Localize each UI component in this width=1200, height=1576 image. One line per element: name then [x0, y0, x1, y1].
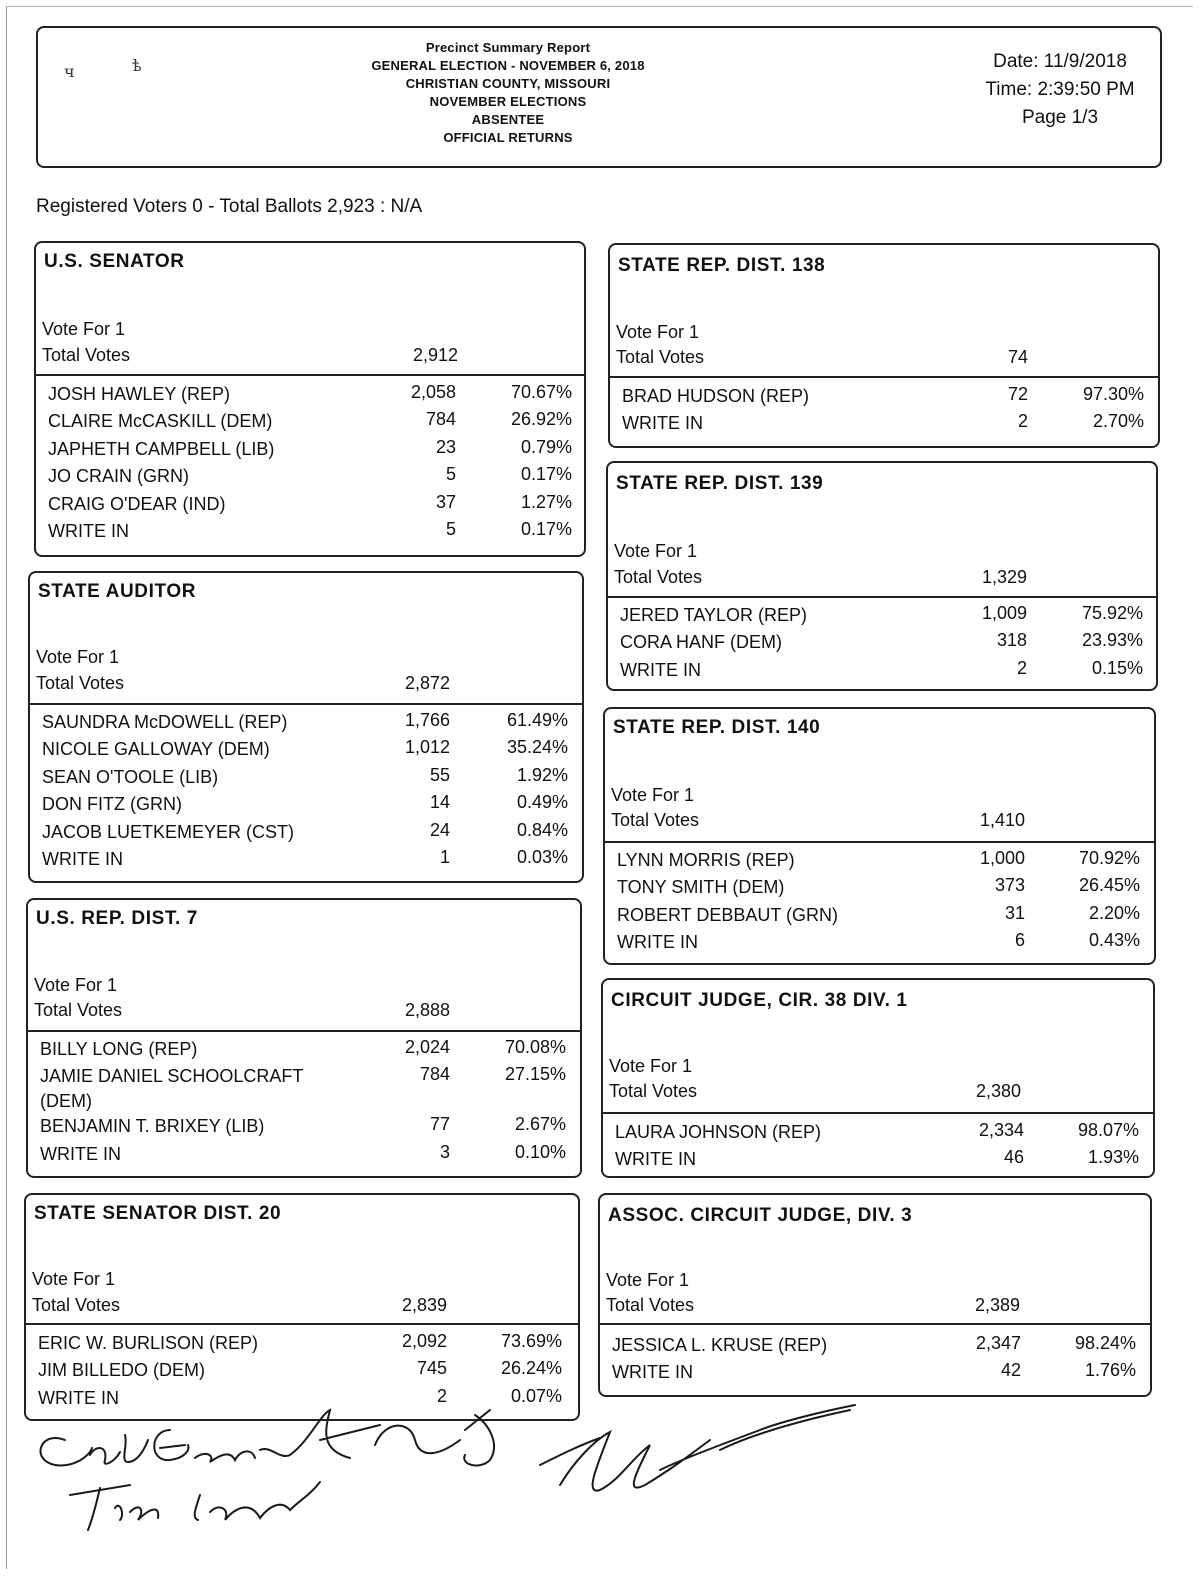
- candidate-percent: 0.10%: [514, 1141, 566, 1162]
- candidate-votes: 2: [436, 1385, 447, 1406]
- candidate-name: WRITE IN: [622, 413, 703, 434]
- contest-state-rep-dist-138: [608, 243, 1160, 448]
- candidate-percent: 1.76%: [1084, 1360, 1136, 1381]
- contest-title: STATE REP. DIST. 139: [616, 473, 824, 494]
- divider: [603, 1112, 1153, 1114]
- candidate-name: BILLY LONG (REP): [40, 1039, 198, 1059]
- candidate-name: WRITE IN: [615, 1149, 696, 1170]
- candidate-list: [36, 382, 584, 546]
- candidate-list: [600, 1333, 1150, 1388]
- candidate-row: [605, 903, 1154, 930]
- candidate-votes: 2,092: [401, 1331, 447, 1351]
- candidate-votes: 784: [425, 409, 456, 430]
- contest-title: STATE REP. DIST. 138: [618, 255, 826, 276]
- total-votes-value: 1,329: [981, 567, 1027, 587]
- signature-1: [41, 1410, 495, 1465]
- candidate-percent: 0.15%: [1091, 657, 1143, 678]
- vote-for-label: Vote For 1: [36, 647, 120, 667]
- candidate-row: [26, 1358, 578, 1385]
- divider: [30, 703, 582, 705]
- candidate-votes: 1,766: [404, 710, 450, 730]
- report-meta: [970, 48, 1150, 132]
- candidate-name: JESSICA L. KRUSE (REP): [612, 1335, 828, 1355]
- candidate-name: WRITE IN: [617, 932, 698, 953]
- total-votes-value: 74: [1007, 347, 1028, 367]
- candidate-row: [28, 1114, 580, 1141]
- candidate-votes: 2,024: [404, 1037, 450, 1057]
- candidate-percent: 1.92%: [516, 764, 568, 785]
- contest-state-senator-dist-20: [24, 1193, 580, 1421]
- candidate-list: [608, 603, 1156, 685]
- election-name: GENERAL ELECTION - NOVEMBER 6, 2018: [371, 58, 645, 73]
- contest-title: STATE AUDITOR: [38, 581, 197, 602]
- candidate-percent: 0.07%: [510, 1385, 562, 1406]
- candidate-percent: 27.15%: [504, 1064, 566, 1085]
- candidate-row: [30, 765, 582, 792]
- contest-assoc-circuit-judge-div-3: [598, 1193, 1152, 1397]
- candidate-name: BRAD HUDSON (REP): [622, 386, 810, 406]
- candidate-row: [605, 848, 1154, 875]
- contest-state-auditor: [28, 571, 584, 883]
- candidate-votes: 46: [1003, 1147, 1024, 1168]
- candidate-votes: 6: [1014, 930, 1025, 951]
- ballot-type: ABSENTEE: [471, 112, 545, 127]
- candidate-percent: 70.92%: [1078, 848, 1140, 868]
- contest-state-rep-dist-140: [603, 707, 1156, 965]
- candidate-row: [30, 792, 582, 819]
- contest-title: U.S. SENATOR: [44, 251, 185, 272]
- total-votes-label: Total Votes: [606, 1295, 695, 1315]
- candidate-votes: 1,012: [404, 737, 450, 758]
- candidate-votes: 373: [994, 875, 1025, 896]
- candidate-row: [600, 1360, 1150, 1387]
- candidate-percent: 1.93%: [1087, 1147, 1139, 1168]
- total-votes-value: 2,912: [412, 345, 458, 365]
- total-votes-label: Total Votes: [34, 1000, 123, 1020]
- candidate-row: [26, 1331, 578, 1358]
- vote-for-label: Vote For 1: [614, 541, 698, 561]
- candidate-row: [28, 1142, 580, 1169]
- candidate-percent: 0.49%: [516, 792, 568, 813]
- vote-for-label: Vote For 1: [32, 1269, 116, 1289]
- candidate-votes: 24: [429, 819, 450, 840]
- report-time: Time: 2:39:50 PM: [985, 79, 1135, 100]
- candidate-votes: 2,334: [978, 1120, 1024, 1140]
- county-name: CHRISTIAN COUNTY, MISSOURI: [405, 76, 611, 91]
- candidate-votes: 784: [419, 1064, 450, 1085]
- total-votes-label: Total Votes: [32, 1295, 121, 1315]
- candidate-row: [30, 710, 582, 737]
- total-votes-label: Total Votes: [611, 810, 700, 830]
- candidate-name: SAUNDRA McDOWELL (REP): [42, 712, 288, 732]
- candidate-percent: 35.24%: [506, 737, 568, 758]
- divider: [36, 374, 584, 376]
- candidate-row: [603, 1120, 1153, 1147]
- candidate-row: [36, 492, 584, 519]
- contest-title: CIRCUIT JUDGE, CIR. 38 DIV. 1: [611, 990, 908, 1011]
- candidate-row: [30, 820, 582, 847]
- candidate-percent: 2.67%: [514, 1114, 566, 1135]
- candidate-row: [610, 384, 1158, 411]
- candidate-percent: 75.92%: [1081, 603, 1143, 623]
- divider: [600, 1323, 1150, 1325]
- candidate-row: [605, 930, 1154, 957]
- contest-title: ASSOC. CIRCUIT JUDGE, DIV. 3: [608, 1205, 913, 1226]
- candidate-row: [28, 1064, 580, 1114]
- candidate-name: LAURA JOHNSON (REP): [615, 1122, 822, 1142]
- ballot-summary: Registered Voters 0 - Total Ballots 2,923 : N/A: [36, 196, 423, 217]
- contest-title: STATE SENATOR DIST. 20: [34, 1203, 282, 1224]
- contest-title: U.S. REP. DIST. 7: [36, 908, 198, 929]
- candidate-row: [36, 382, 584, 409]
- candidate-row: [36, 464, 584, 491]
- report-title-block: [338, 39, 678, 147]
- candidate-name: CRAIG O'DEAR (IND): [48, 493, 226, 514]
- candidate-votes: 1: [439, 846, 450, 867]
- election-group: NOVEMBER ELECTIONS: [429, 94, 587, 109]
- candidate-name: LYNN MORRIS (REP): [617, 850, 795, 870]
- candidate-percent: 70.67%: [510, 382, 572, 402]
- candidate-name: ROBERT DEBBAUT (GRN): [617, 904, 839, 925]
- vote-for-label: Vote For 1: [606, 1270, 690, 1290]
- page-number: Page 1/3: [1021, 107, 1099, 128]
- candidate-list: [603, 1120, 1153, 1175]
- candidate-votes: 2: [1016, 657, 1027, 678]
- handwritten-mark: ѣ: [132, 56, 142, 75]
- candidate-percent: 98.24%: [1074, 1333, 1136, 1353]
- candidate-percent: 26.45%: [1078, 875, 1140, 896]
- total-votes-value: 2,839: [401, 1295, 447, 1315]
- candidate-row: [36, 437, 584, 464]
- contest-circuit-judge-cir-38-div-1: [601, 978, 1155, 1178]
- candidate-row: [610, 411, 1158, 438]
- candidate-name: SEAN O'TOOLE (LIB): [42, 766, 219, 787]
- total-votes-value: 2,380: [975, 1081, 1021, 1101]
- candidate-percent: 2.70%: [1092, 411, 1144, 432]
- returns-status: OFFICIAL RETURNS: [443, 130, 573, 145]
- divider: [608, 596, 1156, 598]
- candidate-percent: 61.49%: [506, 710, 568, 730]
- candidate-percent: 0.79%: [520, 436, 572, 457]
- official-signatures: [20, 1400, 920, 1570]
- candidate-name: CORA HANF (DEM): [620, 632, 782, 653]
- candidate-name: NICOLE GALLOWAY (DEM): [42, 739, 270, 760]
- candidate-percent: 0.17%: [520, 518, 572, 539]
- candidate-percent: 97.30%: [1082, 384, 1144, 404]
- candidate-votes: 1,009: [981, 603, 1027, 623]
- candidate-votes: 55: [429, 764, 450, 785]
- candidate-votes: 3: [439, 1141, 450, 1162]
- candidate-name: TONY SMITH (DEM): [617, 877, 785, 898]
- total-votes-label: Total Votes: [36, 673, 125, 693]
- candidate-votes: 1,000: [979, 848, 1025, 868]
- candidate-name: ERIC W. BURLISON (REP): [38, 1333, 259, 1353]
- candidate-name: JOSH HAWLEY (REP): [48, 384, 231, 404]
- candidate-name: WRITE IN: [40, 1143, 121, 1164]
- candidate-row: [30, 737, 582, 764]
- candidate-votes: 72: [1007, 384, 1028, 404]
- candidate-percent: 0.43%: [1088, 930, 1140, 951]
- candidate-name: JIM BILLEDO (DEM): [38, 1360, 206, 1381]
- candidate-percent: 23.93%: [1081, 630, 1143, 651]
- candidate-percent: 1.27%: [520, 491, 572, 512]
- candidate-list: [30, 710, 582, 874]
- total-votes-label: Total Votes: [616, 347, 705, 367]
- candidate-row: [605, 875, 1154, 902]
- divider: [28, 1030, 580, 1032]
- candidate-votes: 31: [1004, 902, 1025, 923]
- candidate-name: JERED TAYLOR (REP): [620, 605, 808, 625]
- candidate-list: [605, 848, 1154, 958]
- signature-3: [540, 1405, 855, 1491]
- candidate-name: WRITE IN: [620, 659, 701, 680]
- report-header: [36, 26, 1162, 168]
- vote-for-label: Vote For 1: [34, 975, 118, 995]
- candidate-percent: 2.20%: [1088, 902, 1140, 923]
- candidate-votes: 318: [996, 630, 1027, 651]
- candidate-percent: 0.84%: [516, 819, 568, 840]
- vote-for-label: Vote For 1: [42, 319, 126, 339]
- candidate-name: WRITE IN: [48, 520, 129, 541]
- candidate-percent: 73.69%: [500, 1331, 562, 1351]
- candidate-row: [608, 658, 1156, 685]
- handwritten-mark: ч: [64, 62, 75, 81]
- signature-2: [70, 1482, 320, 1530]
- candidate-percent: 98.07%: [1077, 1120, 1139, 1140]
- contest-state-rep-dist-139: [606, 461, 1158, 691]
- candidate-name: BENJAMIN T. BRIXEY (LIB): [40, 1116, 265, 1137]
- candidate-votes: 5: [445, 518, 456, 539]
- total-votes-label: Total Votes: [609, 1081, 698, 1101]
- candidate-votes: 5: [445, 464, 456, 485]
- candidate-name: WRITE IN: [38, 1387, 119, 1408]
- candidate-name: JAPHETH CAMPBELL (LIB): [48, 438, 275, 459]
- candidate-percent: 26.24%: [500, 1358, 562, 1379]
- candidate-percent: 26.92%: [510, 409, 572, 430]
- candidate-votes: 23: [435, 436, 456, 457]
- vote-for-label: Vote For 1: [616, 322, 700, 342]
- candidate-name: JAMIE DANIEL SCHOOLCRAFT (DEM): [40, 1066, 304, 1112]
- candidate-row: [36, 519, 584, 546]
- contest-title: STATE REP. DIST. 140: [613, 717, 821, 738]
- candidate-row: [30, 847, 582, 874]
- candidate-name: WRITE IN: [42, 848, 123, 869]
- candidate-row: [603, 1147, 1153, 1174]
- total-votes-value: 2,389: [974, 1295, 1020, 1315]
- total-votes-value: 2,872: [404, 673, 450, 693]
- candidate-name: WRITE IN: [612, 1362, 693, 1383]
- candidate-row: [36, 409, 584, 436]
- candidate-votes: 37: [435, 491, 456, 512]
- candidate-name: JO CRAIN (GRN): [48, 466, 189, 487]
- candidate-row: [608, 603, 1156, 630]
- candidate-name: CLAIRE McCASKILL (DEM): [48, 411, 273, 432]
- divider: [605, 841, 1154, 843]
- vote-for-label: Vote For 1: [611, 785, 695, 805]
- candidate-list: [610, 384, 1158, 439]
- candidate-name: DON FITZ (GRN): [42, 794, 182, 815]
- candidate-votes: 745: [416, 1358, 447, 1379]
- candidate-votes: 2,058: [410, 382, 456, 402]
- candidate-votes: 2: [1017, 411, 1028, 432]
- contest-u-s-senator: [34, 241, 586, 557]
- candidate-row: [28, 1037, 580, 1064]
- candidate-percent: 0.17%: [520, 464, 572, 485]
- candidate-list: [28, 1037, 580, 1169]
- candidate-votes: 14: [429, 792, 450, 813]
- candidate-row: [608, 630, 1156, 657]
- candidate-name: JACOB LUETKEMEYER (CST): [42, 821, 295, 842]
- divider: [26, 1323, 578, 1325]
- candidate-votes: 42: [1000, 1360, 1021, 1381]
- report-title: Precinct Summary Report: [425, 40, 591, 55]
- candidate-percent: 0.03%: [516, 846, 568, 867]
- candidate-votes: 2,347: [975, 1333, 1021, 1353]
- total-votes-value: 2,888: [404, 1000, 450, 1020]
- candidate-percent: 70.08%: [504, 1037, 566, 1057]
- vote-for-label: Vote For 1: [609, 1056, 693, 1076]
- divider: [610, 376, 1158, 378]
- candidate-votes: 77: [429, 1114, 450, 1135]
- total-votes-label: Total Votes: [614, 567, 703, 587]
- report-date: Date: 11/9/2018: [993, 51, 1127, 72]
- total-votes-label: Total Votes: [42, 345, 131, 365]
- contest-u-s-rep-dist-7: [26, 898, 582, 1178]
- candidate-row: [600, 1333, 1150, 1360]
- total-votes-value: 1,410: [979, 810, 1025, 830]
